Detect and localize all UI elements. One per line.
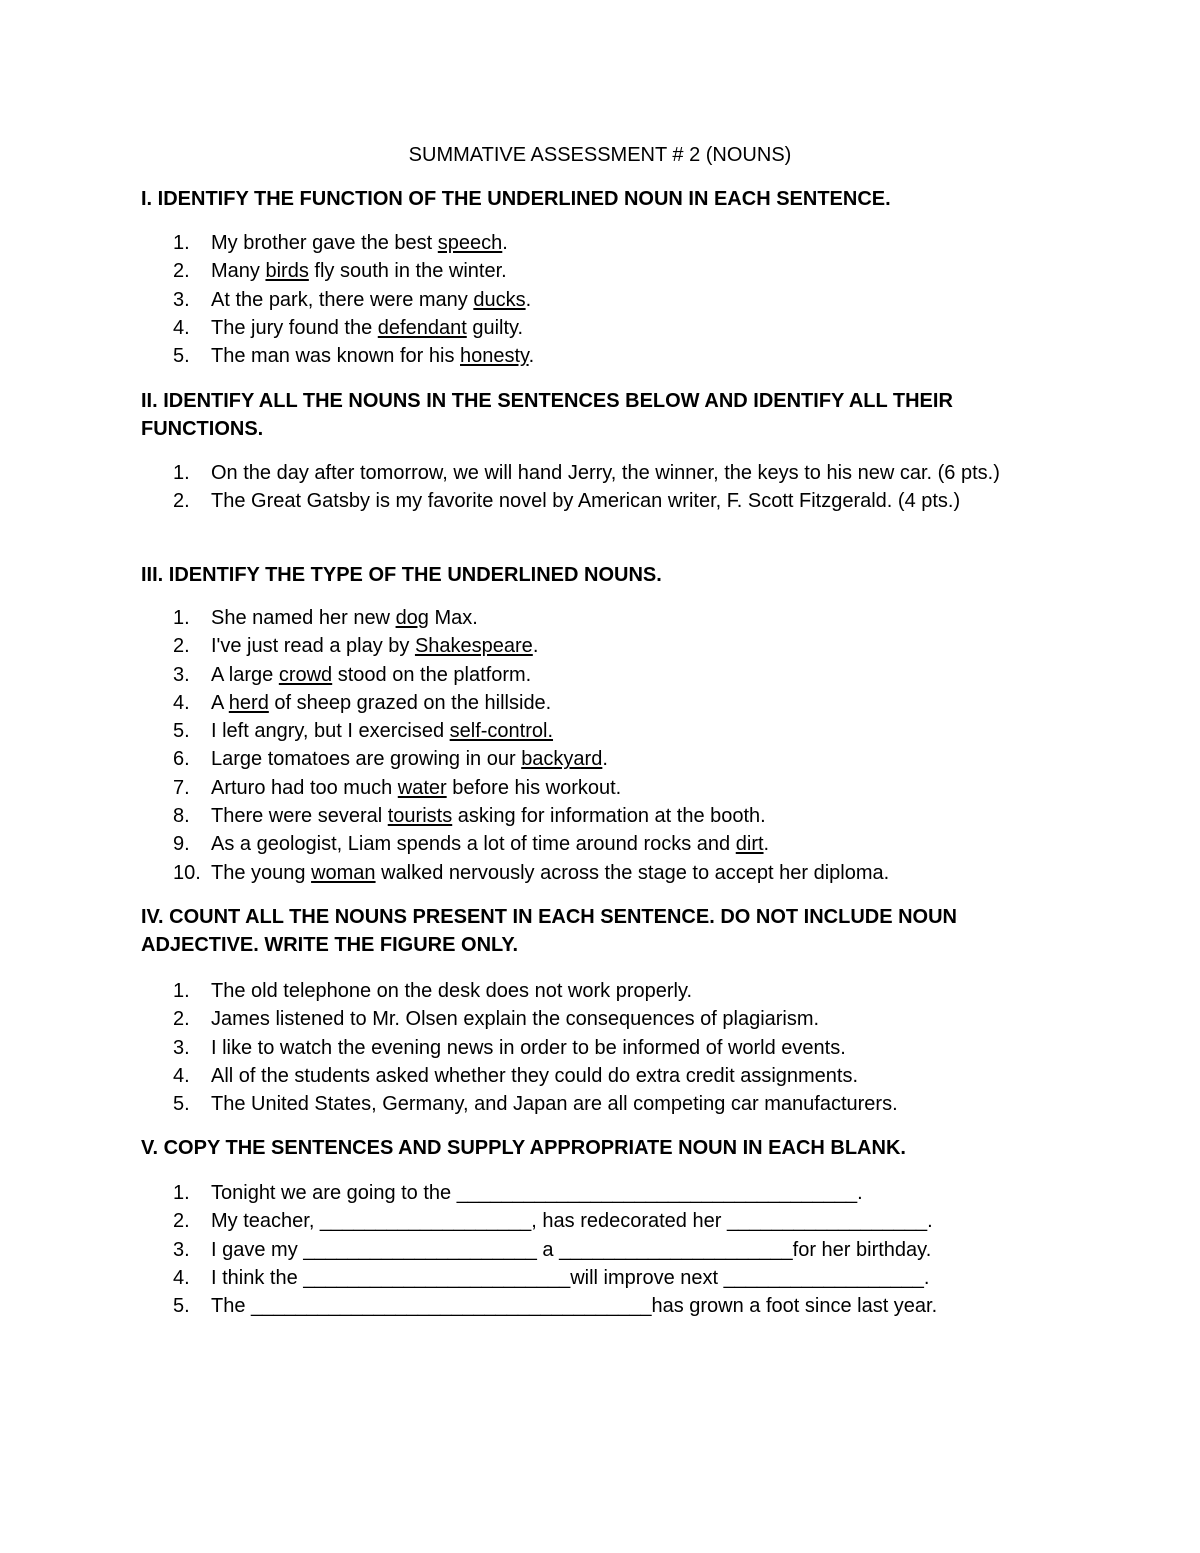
item-text: My teacher, ___________________, has redecorated her __________________. (211, 1210, 933, 1233)
list-item (0, 459, 1051, 487)
item-text: All of the students asked whether they could do extra credit assignments. (211, 1064, 859, 1087)
section-4-heading: IV. COUNT ALL THE NOUNS PRESENT IN EACH SENTENCE. DO NOT INCLUDE NOUN ADJECTIVE. WRITE THE FIGURE ONLY. (141, 906, 957, 956)
item-number: 5. (173, 1295, 190, 1318)
underlined-noun: honesty (460, 345, 529, 368)
list-item (0, 717, 1051, 745)
item-text: The ____________________________________has grown a foot since last year. (211, 1295, 938, 1318)
item-text: The United States, Germany, and Japan are all competing car manufacturers. (211, 1093, 898, 1116)
item-number: 1. (173, 1182, 190, 1204)
list-item (0, 604, 1051, 632)
item-text: I left angry, but I exercised self-control. (211, 720, 554, 743)
item-text: Tonight we are going to the ____________________________________. (211, 1182, 863, 1204)
item-number: 1. (173, 462, 190, 484)
list-item (0, 661, 1051, 689)
item-text: She named her new dog Max. (211, 607, 478, 629)
item-text: The man was known for his honesty. (211, 345, 535, 368)
underlined-noun: Shakespeare (414, 635, 533, 658)
section-4-list (0, 977, 1051, 1118)
underlined-noun: backyard (521, 748, 603, 771)
item-number: 7. (173, 776, 190, 799)
list-item (0, 802, 1051, 830)
list-item (0, 1034, 1051, 1062)
item-number: 5. (173, 345, 190, 368)
item-number: 9. (173, 833, 190, 856)
underlined-noun: tourists (387, 805, 453, 828)
item-number: 5. (173, 720, 190, 743)
item-text: I like to watch the evening news in order to be informed of world events. (211, 1036, 846, 1059)
item-number: 4. (173, 1266, 190, 1289)
list-item (0, 774, 1051, 802)
section-1-list (0, 229, 1051, 370)
item-number: 1. (173, 980, 190, 1002)
list-item (0, 487, 1051, 515)
item-text: I gave my _____________________ a _____________________for her birthday. (211, 1238, 932, 1261)
item-number: 2. (173, 260, 190, 283)
underlined-noun: speech (437, 232, 503, 254)
item-text: Arturo had too much water before his workout. (211, 776, 622, 799)
item-text: At the park, there were many ducks. (211, 288, 532, 311)
section-3-list (0, 604, 1051, 887)
item-text: There were several tourists asking for information at the booth. (211, 805, 766, 828)
item-text: The old telephone on the desk does not work properly. (211, 980, 693, 1002)
item-number: 2. (173, 490, 190, 513)
section-1-heading: I. IDENTIFY THE FUNCTION OF THE UNDERLINED NOUN IN EACH SENTENCE. (141, 188, 891, 210)
item-text: James listened to Mr. Olsen explain the consequences of plagiarism. (211, 1008, 820, 1031)
list-item (0, 830, 1051, 858)
item-text: A herd of sheep grazed on the hillside. (211, 691, 552, 714)
list-item (0, 1264, 1051, 1292)
list-item (0, 1292, 1051, 1320)
item-number: 3. (173, 1036, 190, 1059)
list-item (0, 689, 1051, 717)
item-text: The Great Gatsby is my favorite novel by American writer, F. Scott Fitzgerald. (4 pts.) (211, 490, 961, 513)
item-text: I think the ________________________will improve next __________________. (211, 1266, 930, 1289)
underlined-noun: crowd (278, 663, 333, 686)
item-text: Large tomatoes are growing in our backyard. (211, 748, 608, 771)
list-item (0, 1090, 1051, 1118)
section-3-heading: III. IDENTIFY THE TYPE OF THE UNDERLINED NOUNS. (141, 564, 662, 586)
section-2-heading: II. IDENTIFY ALL THE NOUNS IN THE SENTENCES BELOW AND IDENTIFY ALL THEIR FUNCTIONS. (141, 390, 953, 440)
section-5-list (0, 1179, 1051, 1320)
item-text: As a geologist, Liam spends a lot of time around rocks and dirt. (211, 833, 770, 856)
item-number: 6. (173, 748, 190, 771)
list-item (0, 1207, 1051, 1235)
section-2-list (0, 459, 1051, 516)
item-number: 3. (173, 663, 190, 686)
underlined-noun: ducks (473, 288, 526, 311)
item-number: 5. (173, 1093, 190, 1116)
item-text: Many birds fly south in the winter. (211, 260, 507, 283)
item-text: A large crowd stood on the platform. (211, 663, 532, 686)
item-text: On the day after tomorrow, we will hand Jerry, the winner, the keys to his new car. (6 pts.) (211, 462, 1000, 484)
item-number: 2. (173, 1008, 190, 1031)
list-item (0, 1005, 1051, 1033)
item-number: 4. (173, 1064, 190, 1087)
item-number: 10. (173, 861, 201, 884)
item-number: 4. (173, 691, 190, 714)
item-text: The jury found the defendant guilty. (211, 316, 524, 339)
item-number: 2. (173, 1210, 190, 1233)
item-number: 2. (173, 635, 190, 658)
list-item (0, 229, 1051, 257)
list-item (0, 257, 1051, 285)
list-item (0, 342, 1051, 370)
list-item (0, 286, 1051, 314)
underlined-noun: water (397, 776, 447, 799)
underlined-noun: woman (311, 861, 376, 884)
underlined-noun: dog (395, 607, 429, 629)
list-item (0, 1236, 1051, 1264)
item-number: 1. (173, 232, 190, 254)
list-item (0, 632, 1051, 660)
item-number: 3. (173, 288, 190, 311)
list-item (0, 1179, 1051, 1207)
item-text: I've just read a play by Shakespeare. (211, 635, 539, 658)
list-item (0, 314, 1051, 342)
item-text: My brother gave the best speech. (211, 232, 508, 254)
item-text: The young woman walked nervously across the stage to accept her diploma. (211, 861, 890, 884)
list-item (0, 859, 1051, 887)
list-item (0, 745, 1051, 773)
underlined-noun: self-control. (449, 720, 554, 743)
item-number: 4. (173, 316, 190, 339)
underlined-noun: birds (265, 260, 309, 283)
underlined-noun: defendant (377, 316, 467, 339)
underlined-noun: herd (228, 691, 269, 714)
underlined-noun: dirt (735, 833, 764, 856)
item-number: 1. (173, 607, 190, 629)
item-number: 3. (173, 1238, 190, 1261)
item-number: 8. (173, 805, 190, 828)
section-5-heading: V. COPY THE SENTENCES AND SUPPLY APPROPRIATE NOUN IN EACH BLANK. (141, 1137, 906, 1159)
list-item (0, 1062, 1051, 1090)
list-item (0, 977, 1051, 1005)
page-title: SUMMATIVE ASSESSMENT # 2 (NOUNS) (408, 144, 792, 166)
